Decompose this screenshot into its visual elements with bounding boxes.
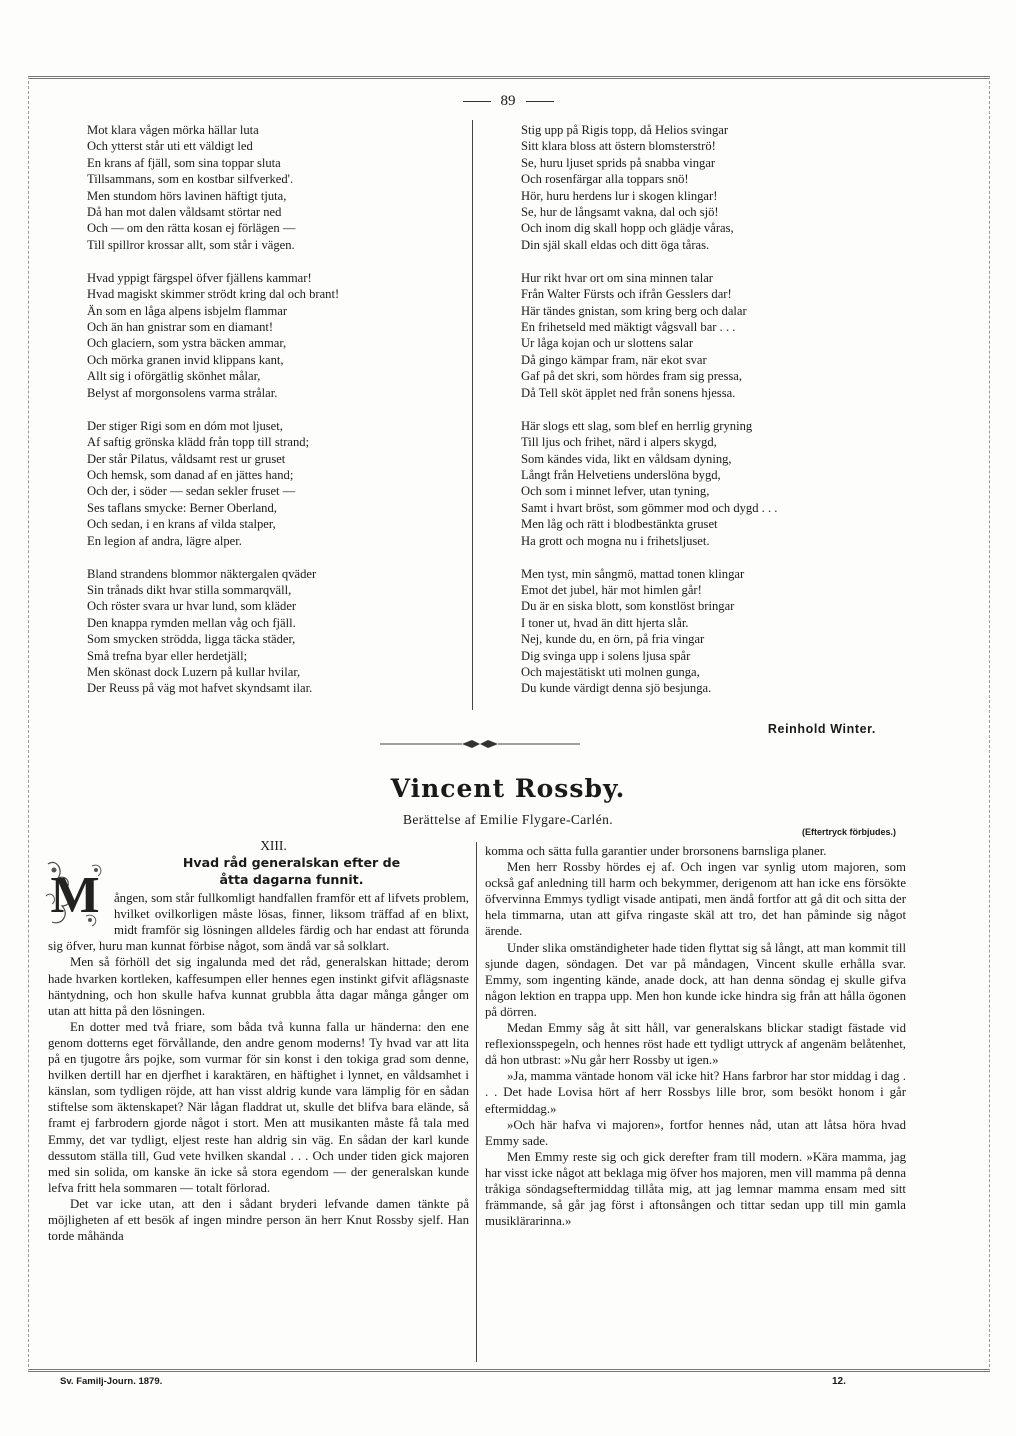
poem-line: Långt från Helvetiens underslöna bygd, bbox=[521, 467, 721, 482]
poem-line: Och inom dig skall hopp och glädje våras, bbox=[521, 221, 734, 236]
page-number: 89 bbox=[500, 93, 516, 109]
page-number-line bbox=[0, 93, 1016, 110]
poem-line: En frihetseld med mäktigt vågsvall bar . . . bbox=[521, 320, 736, 335]
poem-line: Då gingo kämpar fram, när ekot svar bbox=[521, 352, 707, 367]
poem-line: Bland strandens blommor näktergalen qväder bbox=[87, 566, 317, 581]
chapter-number: XIII. bbox=[260, 838, 287, 853]
story-title: Vincent Rossby. bbox=[390, 774, 626, 803]
poem-line: Och röster svara ur hvar lund, som kläder bbox=[87, 599, 297, 614]
chapter-heading-line-2: åtta dagarna funnit. bbox=[219, 872, 364, 888]
poem-line: Och — om den rätta kosan ej förlägen — bbox=[87, 221, 296, 236]
poem-line: Och hemsk, som danad af en jättes hand; bbox=[87, 467, 294, 482]
story-paragraph: Det var icke utan, att den i sådant bryderi lefvande damen tänkte på möjligheten af ett besök af ingen mindre person än herr Knut Rossby sjelf. Han torde måhända bbox=[48, 1196, 469, 1244]
story-paragraph: Men Emmy reste sig och gick derefter fram till modern. »Kära mamma, jag har visst icke något att beklaga mig öfver hos majoren, men vill mamma på denna tråkiga söndagseftermiddag tillåta mig, att jag lemnar mamma ensam med sitt främmande, så går jag först i aftonsången och tittar sedan upp till min gamla musiklärarinna.» bbox=[485, 1149, 906, 1229]
story-right-column bbox=[485, 843, 906, 1229]
footer-issue: 12. bbox=[832, 1376, 846, 1387]
reprint-note: (Eftertryck förbjudes.) bbox=[801, 827, 896, 837]
poem-line: Men stundom hörs lavinen häftigt tjuta, bbox=[87, 188, 287, 203]
poem-line: Tillsammans, som en kostbar silfverked'. bbox=[87, 172, 294, 187]
poem-line: Der står Pilatus, våldsamt rest ur gruset bbox=[87, 451, 286, 466]
poem-line: Stig upp på Rigis topp, då Helios svingar bbox=[521, 123, 729, 137]
story-paragraph: »Och här hafva vi majoren», fortfor hennes nåd, utan att låtsa höra hvad Emmy sade. bbox=[485, 1117, 906, 1148]
poem-line: Små trefna byar eller herdetjäll; bbox=[87, 648, 248, 663]
poem-line: Som smycken strödda, ligga täcka städer, bbox=[87, 632, 296, 647]
poem-line: Hvad magiskt skimmer strödt kring dal och brant! bbox=[87, 287, 340, 302]
poem-line: Du kunde värdigt denna sjö besjunga. bbox=[521, 681, 712, 696]
initial-letter: M bbox=[50, 867, 100, 925]
poem-line: Hvad yppigt färgspel öfver fjällens kammar! bbox=[87, 270, 312, 285]
poem-line: Då han mot dalen våldsamt störtar ned bbox=[87, 205, 282, 220]
story-paragraph: Under slika omständigheter hade tiden flyttat sig så långt, att man kommit till sjunde dagen, söndagen. Det var på måndagen, Vincent skulle erhålla svar. Emmy, som ingenting kände, anade dock, att han denna söndag ej skulle gifva någon lektion en trappa upp. Men hon kunde icke hindra sig från att hålla ögonen på dörren. bbox=[485, 940, 906, 1019]
poem-stanza bbox=[521, 566, 906, 697]
poem-left-column bbox=[87, 122, 472, 713]
ornament-divider-icon bbox=[380, 737, 580, 751]
story-paragraph: komma och sätta fulla garantier under brorsonens barnsliga planer. bbox=[485, 844, 827, 858]
poem-line: Du är en siska blott, som konstlöst bringar bbox=[521, 599, 735, 614]
story-paragraph: Men herr Rossby hördes ej af. Och ingen var synlig utom majoren, som också gaf anledning till harm och bekymmer, derigenom att han icke ens försökte öfvervinna Emmys tydligt visade antipati, men ändå fortfor att gå dit och sitta der hela timmarna, utan att gifva ringaste skäl att tro, det han påminde sig något ärende. bbox=[485, 860, 906, 939]
poem-line: En legion af andra, lägre alper. bbox=[87, 533, 242, 548]
poem-line: Se, hur de långsamt vakna, dal och sjö! bbox=[521, 205, 719, 220]
story-subtitle: Berättelse af Emilie Flygare-Carlén. bbox=[402, 812, 614, 827]
poem-line: Och rosenfärgar alla toppars snö! bbox=[521, 172, 689, 187]
poem-stanza bbox=[87, 566, 472, 697]
poem-line: Här slogs ett slag, som blef en herrlig gryning bbox=[521, 418, 753, 433]
poem-line: Se, huru ljuset sprids på snabba vingar bbox=[521, 155, 716, 170]
poem-line: Och sedan, i en krans af vilda stalper, bbox=[87, 517, 276, 532]
poem-line: Der stiger Rigi som en dóm mot ljuset, bbox=[87, 418, 283, 433]
chapter-heading-line-1: Hvad råd generalskan efter de bbox=[182, 855, 401, 871]
story-left-column bbox=[48, 838, 469, 1244]
poem-stanza bbox=[87, 418, 472, 549]
poem-line: Af saftig grönska klädd från topp till strand; bbox=[87, 435, 310, 450]
poem-line: I toner ut, hvad än ditt hjerta slår. bbox=[521, 615, 689, 630]
floral-initial-icon bbox=[42, 856, 108, 930]
poem-line: Då Tell sköt äpplet ned från sonens hjessa. bbox=[521, 385, 736, 400]
poem-line: Men skönast dock Luzern på kullar hvilar, bbox=[87, 664, 301, 679]
story-paragraph: »Ja, mamma väntade honom väl icke hit? Hans farbror har stor middag i dag . . . Det hade Lovisa hört af herr Rossbys lille bror, som besökt honom i går eftermiddag.» bbox=[485, 1069, 906, 1116]
poem-line: Samt i hvart bröst, som gömmer mod och dygd . . . bbox=[521, 500, 778, 515]
poem-line: Din själ skall eldas och ditt öga tåras. bbox=[521, 237, 710, 252]
poem-line: Ha grott och mogna nu i frihetsljuset. bbox=[521, 533, 710, 548]
poem-stanza bbox=[521, 418, 906, 549]
poem-line: Der Reuss på väg mot hafvet skyndsamt ilar. bbox=[87, 681, 313, 696]
poem-line: Hur rikt hvar ort om sina minnen talar bbox=[521, 270, 714, 285]
story-paragraph: Men så förhöll det sig ingalunda med det råd, generalskan hittade; derom hade hvarken kortleken, kaffesumpen eller hennes egen instinkt gifvit aflägsnaste häntydning, och hon skulle hafva kunnat grubbla åtta dagar många gånger om utan att hitta på den lösningen. bbox=[48, 955, 469, 1018]
story-column-divider bbox=[476, 842, 477, 1362]
poem-line: Gaf på det skri, som hördes fram sig pressa, bbox=[521, 369, 743, 384]
poem-line: Allt sig i oförgätlig skönhet målar, bbox=[87, 369, 261, 384]
poem-line: Nej, kunde du, en örn, på fria vingar bbox=[521, 632, 705, 647]
poem-column-divider bbox=[472, 120, 473, 710]
poem-line: Sitt klara bloss att östern blomsterströ! bbox=[521, 139, 716, 154]
poem-line: Emot det jubel, här mot himlen går! bbox=[521, 582, 702, 597]
poem-line: Belyst af morgonsolens varma strålar. bbox=[87, 385, 278, 400]
story-paragraph: Medan Emmy såg åt sitt håll, var generalskans blickar stadigt fästade vid reflexionsspegeln, och hennes röst hade ett tydligt uttryck af angenäm belåtenhet, då hon utbrast: »Nu går herr Rossby ut igen.» bbox=[485, 1021, 906, 1068]
poem-line: Men låg och rätt i blodbestänkta gruset bbox=[521, 517, 718, 532]
poem-line: Sin trånads dikt hvar stilla sommarqväll, bbox=[87, 582, 292, 597]
poem-line: Och mörka granen invid klippans kant, bbox=[87, 352, 284, 367]
poem-right-column bbox=[521, 122, 906, 713]
poem-line: Som kändes vida, likt en våldsam dyning, bbox=[521, 451, 732, 466]
poem-line: Till ljus och frihet, närd i alpers skygd, bbox=[521, 435, 717, 450]
poem-author: Reinhold Winter. bbox=[767, 722, 876, 736]
story-paragraph: ången, som står fullkomligt handfallen framför ett af lifvets problem, hvilket ovilkorligen måste lösas, finner, liksom träffad af en blixt, midt framför sig lösningen alldeles färdig och har endast att förunda sig öfver, huru man kunnat förbise något, som ändå var så solklart. bbox=[48, 891, 469, 954]
poem-line: Ur låga kojan och ur slottens salar bbox=[521, 336, 694, 351]
decorated-initial bbox=[42, 856, 108, 930]
poem-stanza bbox=[521, 270, 906, 401]
poem-line: Och än han gnistrar som en diamant! bbox=[87, 320, 274, 335]
poem-stanza bbox=[87, 122, 472, 253]
poem-stanza bbox=[521, 122, 906, 253]
poem-line: Och som i minnet lefver, utan tyning, bbox=[521, 484, 710, 499]
poem-line: En krans af fjäll, som sina toppar sluta bbox=[87, 155, 281, 170]
poem-line: Hör, huru herdens lur i skogen klingar! bbox=[521, 188, 718, 203]
poem-line: Här tändes gnistan, som kring berg och dalar bbox=[521, 303, 747, 318]
poem-line: Och majestätiskt uti molnen gunga, bbox=[521, 664, 700, 679]
poem-line: Och der, i söder — sedan sekler fruset — bbox=[87, 484, 296, 499]
poem-line: Från Walter Fürsts och ifrån Gesslers dar! bbox=[521, 287, 732, 302]
poem-line: Men tyst, min sångmö, mattad tonen klingar bbox=[521, 566, 745, 581]
poem-line: Än som en låga alpens isbjelm flammar bbox=[87, 303, 288, 318]
poem-line: Mot klara vågen mörka hällar luta bbox=[87, 123, 259, 137]
story-paragraph: En dotter med två friare, som båda två kunna falla ur händerna: den ene genom dotterns eget förvållande, den andre genom moderns! Ty hvad var att lita på en tjugotre års pojke, som vurmar för sin konst i den tokiga grad som denne, hvilken dertill har en djerfhet i karaktären, en häftighet i lynnet, en våldsamhet i känslan, som tydligen röjde, att han visst aldrig kunde vara lämplig för en sådan stiftelse som äktenskapet? När lågan fladdrat ut, skulle det blifva bara elände, så framt ej farbrodern gjorde något i stort. Men att musikanten måste få tala med Emmy, det var tydligt, eljest reste han aldrig sin väg. En sådan der karl kunde dessutom ställa till, Gud vete hvilken skandal . . . Och under tiden gick majoren med sin solida, om kanske än icke så stora egendom — der generalskan kunde lefva fritt hela sommaren — totalt förlorad. bbox=[48, 1019, 469, 1195]
poem-line: Och glaciern, som ystra bäcken ammar, bbox=[87, 336, 287, 351]
poem-line: Till spillror krossar allt, som står i vägen. bbox=[87, 237, 295, 252]
poem-line: Ses taflans smycke: Berner Oberland, bbox=[87, 500, 277, 515]
footer-journal: Sv. Familj-Journ. 1879. bbox=[60, 1376, 163, 1387]
poem-line: Den knappa rymden mellan våg och fjäll. bbox=[87, 615, 296, 630]
poem-line: Och ytterst står uti ett väldigt led bbox=[87, 139, 253, 154]
poem-stanza bbox=[87, 270, 472, 401]
poem-line: Dig svinga upp i solens ljusa spår bbox=[521, 648, 691, 663]
